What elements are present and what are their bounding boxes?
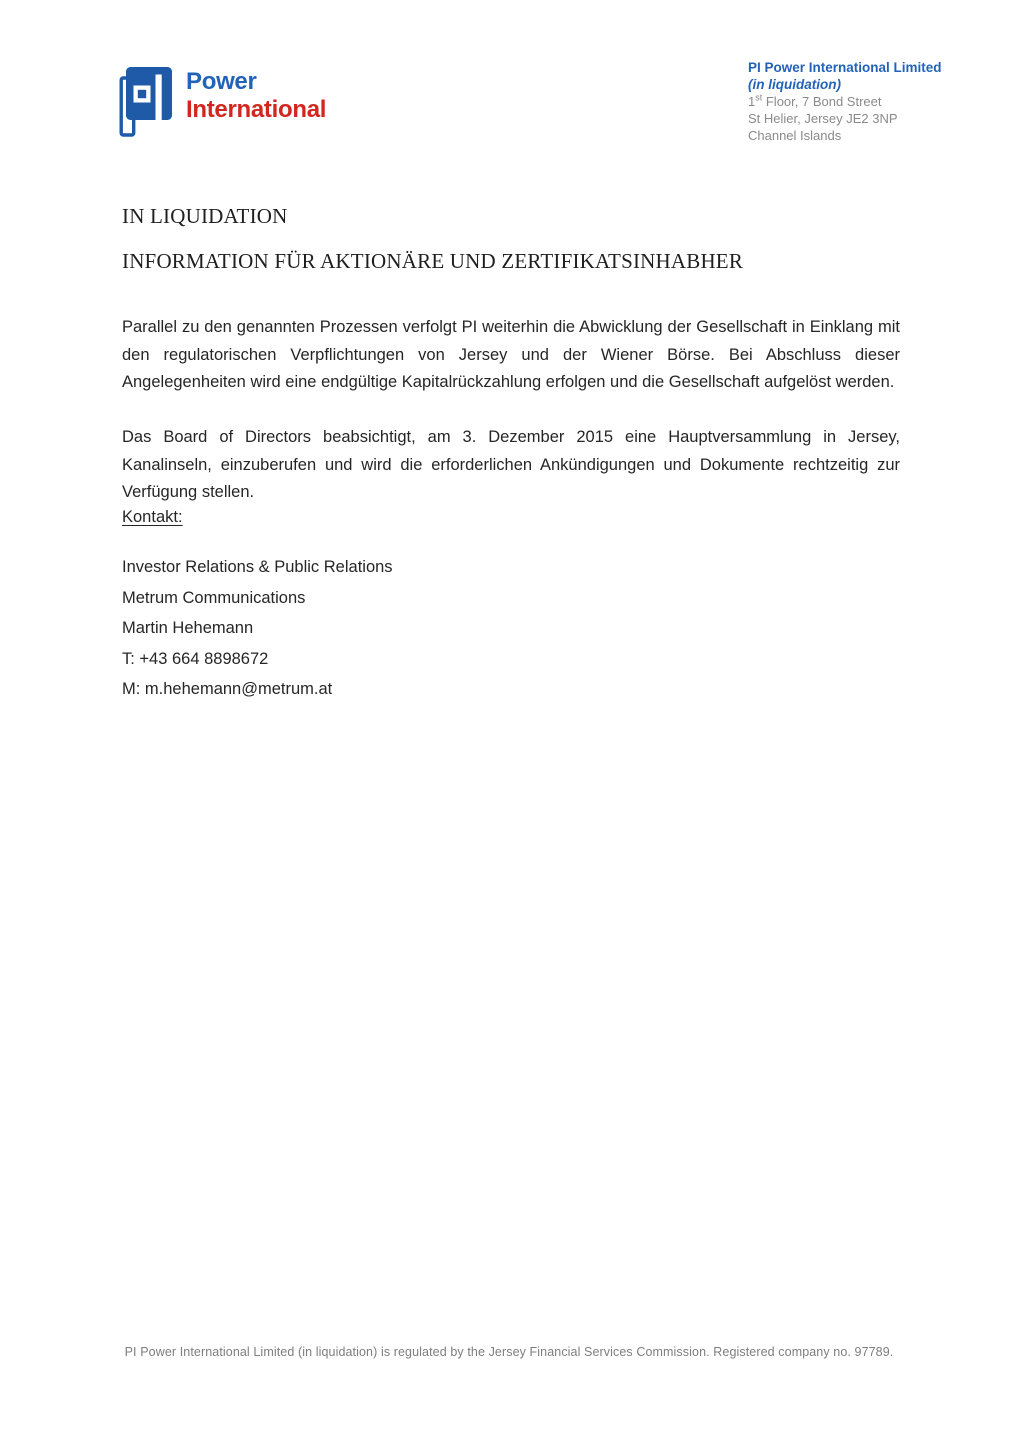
logo-word-power: Power: [186, 68, 257, 95]
letterhead-address-block: [748, 59, 942, 144]
regulatory-footer: PI Power International Limited (in liquidation) is regulated by the Jersey Financial Services Commission. Registered company no. 97789.: [124, 1345, 894, 1359]
paragraph-liquidation-process: Parallel zu den genannten Prozessen verfolgt PI weiterhin die Abwicklung der Gesellschaft in Einklang mit den regulatorischen Verpflichtungen von Jersey und der Wiener Börse. Bei Abschluss dieser Angelegenheiten wird eine endgültige Kapitalrückzahlung erfolgen und die Gesellschaft aufgelöst werden.: [122, 318, 900, 391]
paragraph-board-meeting: Das Board of Directors beabsichtigt, am 3. Dezember 2015 eine Hauptversammlung in Jersey, Kanalinseln, einzuberufen und wird die erforderlichen Ankündigungen und Dokumente rechtzeitig zur Verfügung stellen.: [122, 428, 900, 501]
address-street: Floor, 7 Bond Street: [762, 94, 882, 109]
contact-phone: T: +43 664 8898672: [122, 649, 269, 668]
letterhead-address-line-2: St Helier, Jersey JE2 3NP: [748, 111, 898, 126]
company-logo: [117, 62, 326, 138]
contact-section-label: Kontakt:: [122, 508, 183, 526]
heading-in-liquidation: IN LIQUIDATION: [122, 204, 288, 228]
pi-logo-icon: [117, 62, 175, 138]
address-ordinal-suffix: st: [755, 92, 763, 103]
letterhead-address-line-1: [748, 93, 942, 110]
contact-email: M: m.hehemann@metrum.at: [122, 680, 333, 698]
letterhead-company-name: PI Power International Limited: [748, 60, 942, 75]
contact-role: Investor Relations & Public Relations: [122, 558, 393, 576]
contact-details-block: [122, 552, 393, 705]
letterhead-address-line-3: Channel Islands: [748, 128, 842, 143]
letterhead-liquidation-status: (in liquidation): [748, 77, 841, 92]
contact-person: Martin Hehemann: [122, 619, 254, 637]
contact-company: Metrum Communications: [122, 588, 306, 607]
heading-information: INFORMATION FÜR AKTIONÄRE UND ZERTIFIKATSINHABHER: [122, 249, 744, 273]
address-number: 1: [748, 94, 756, 109]
logo-word-international: International: [186, 96, 327, 123]
logo-wordmark: [186, 62, 326, 124]
